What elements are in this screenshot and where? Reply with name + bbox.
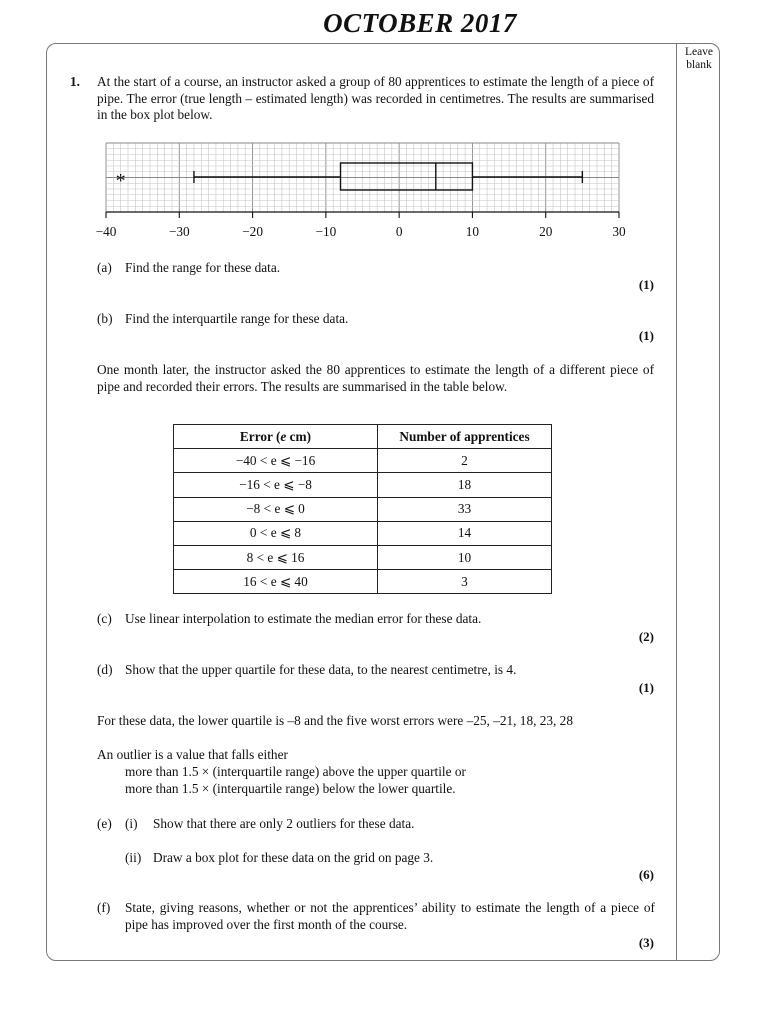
part-d-label: (d) xyxy=(97,662,113,677)
part-b-label: (b) xyxy=(97,311,113,326)
table-row xyxy=(174,473,552,497)
x-tick-label: 0 xyxy=(395,224,403,239)
table-cell-interval: 0 < e ⩽ 8 xyxy=(174,521,378,545)
x-tick-label: −10 xyxy=(315,224,337,239)
x-tick-label: 30 xyxy=(612,224,626,239)
table-cell-interval: 8 < e ⩽ 16 xyxy=(174,545,378,569)
part-e-ii-label: (ii) xyxy=(125,850,142,865)
table-row xyxy=(174,545,552,569)
part-c-label: (c) xyxy=(97,611,112,626)
part-e-ii-text: Draw a box plot for these data on the grid on page 3. xyxy=(153,850,434,865)
table-cell-count: 10 xyxy=(378,545,552,569)
frequency-table xyxy=(173,424,552,594)
part-a-marks: (1) xyxy=(638,277,654,292)
x-ticks xyxy=(106,212,619,218)
second-intro: One month later, the instructor asked the 80 apprentices to estimate the length of a different piece of pipe and recorded their errors. The results are summarised in the table below. xyxy=(97,362,654,394)
outlier-definition-line2: more than 1.5 × (interquartile range) above the upper quartile or xyxy=(125,764,466,779)
table-header-count: Number of apprentices xyxy=(378,425,552,449)
table-header-error: Error (e cm) xyxy=(174,425,378,449)
table-cell-interval: 16 < e ⩽ 40 xyxy=(174,570,378,594)
table-cell-count: 33 xyxy=(378,497,552,521)
part-c-marks: (2) xyxy=(638,629,654,644)
table-cell-count: 14 xyxy=(378,521,552,545)
table-row xyxy=(174,570,552,594)
part-f-marks: (3) xyxy=(638,935,654,950)
part-a-text: Find the range for these data. xyxy=(125,260,281,275)
x-tick-label: −30 xyxy=(168,224,190,239)
margin-divider xyxy=(676,44,677,960)
x-tick-labels xyxy=(96,224,626,239)
table-header-row xyxy=(174,425,552,449)
table-cell-count: 18 xyxy=(378,473,552,497)
x-tick-label: 10 xyxy=(465,224,480,239)
part-d-marks: (1) xyxy=(638,680,654,695)
part-c-text: Use linear interpolation to estimate the median error for these data. xyxy=(125,611,482,626)
part-e-label: (e) xyxy=(97,816,112,831)
table-row xyxy=(174,497,552,521)
table-cell-count: 2 xyxy=(378,449,552,473)
x-tick-label: −40 xyxy=(96,224,117,239)
table-row xyxy=(174,521,552,545)
table-cell-interval: −40 < e ⩽ −16 xyxy=(174,449,378,473)
table-row xyxy=(174,449,552,473)
outlier-definition-line1: An outlier is a value that falls either xyxy=(97,747,288,762)
part-d-text: Show that the upper quartile for these data, to the nearest centimetre, is 4. xyxy=(125,662,517,677)
question-intro: At the start of a course, an instructor asked a group of 80 apprentices to estimate the length of a piece of pipe. The error (true length – estimated length) was recorded in centimetres. The results are summarised in the box plot below. xyxy=(97,74,654,122)
table-cell-count: 3 xyxy=(378,570,552,594)
question-number: 1. xyxy=(70,74,80,89)
part-e-i-text: Show that there are only 2 outliers for these data. xyxy=(153,816,415,831)
part-b-marks: (1) xyxy=(638,328,654,343)
outlier-marker: * xyxy=(115,170,126,192)
part-f-label: (f) xyxy=(97,900,111,915)
leave-blank-label: Leave blank xyxy=(684,46,714,71)
box-plot xyxy=(96,136,636,246)
table-cell-interval: −8 < e ⩽ 0 xyxy=(174,497,378,521)
part-b-text: Find the interquartile range for these data. xyxy=(125,311,349,326)
outlier-definition-line3: more than 1.5 × (interquartile range) below the lower quartile. xyxy=(125,781,456,796)
part-f-text: State, giving reasons, whether or not the apprentices’ ability to estimate the length of a piece of pipe has improved over the first month of the course. xyxy=(125,900,655,932)
x-tick-label: −20 xyxy=(242,224,263,239)
lower-quartile-text: For these data, the lower quartile is –8 and the five worst errors were –25, –21, 18, 23, 28 xyxy=(97,713,573,728)
page-title: OCTOBER 2017 xyxy=(323,8,517,38)
table-cell-interval: −16 < e ⩽ −8 xyxy=(174,473,378,497)
part-a-label: (a) xyxy=(97,260,112,275)
part-e-marks: (6) xyxy=(638,867,654,882)
part-e-i-label: (i) xyxy=(125,816,138,831)
x-tick-label: 20 xyxy=(539,224,553,239)
